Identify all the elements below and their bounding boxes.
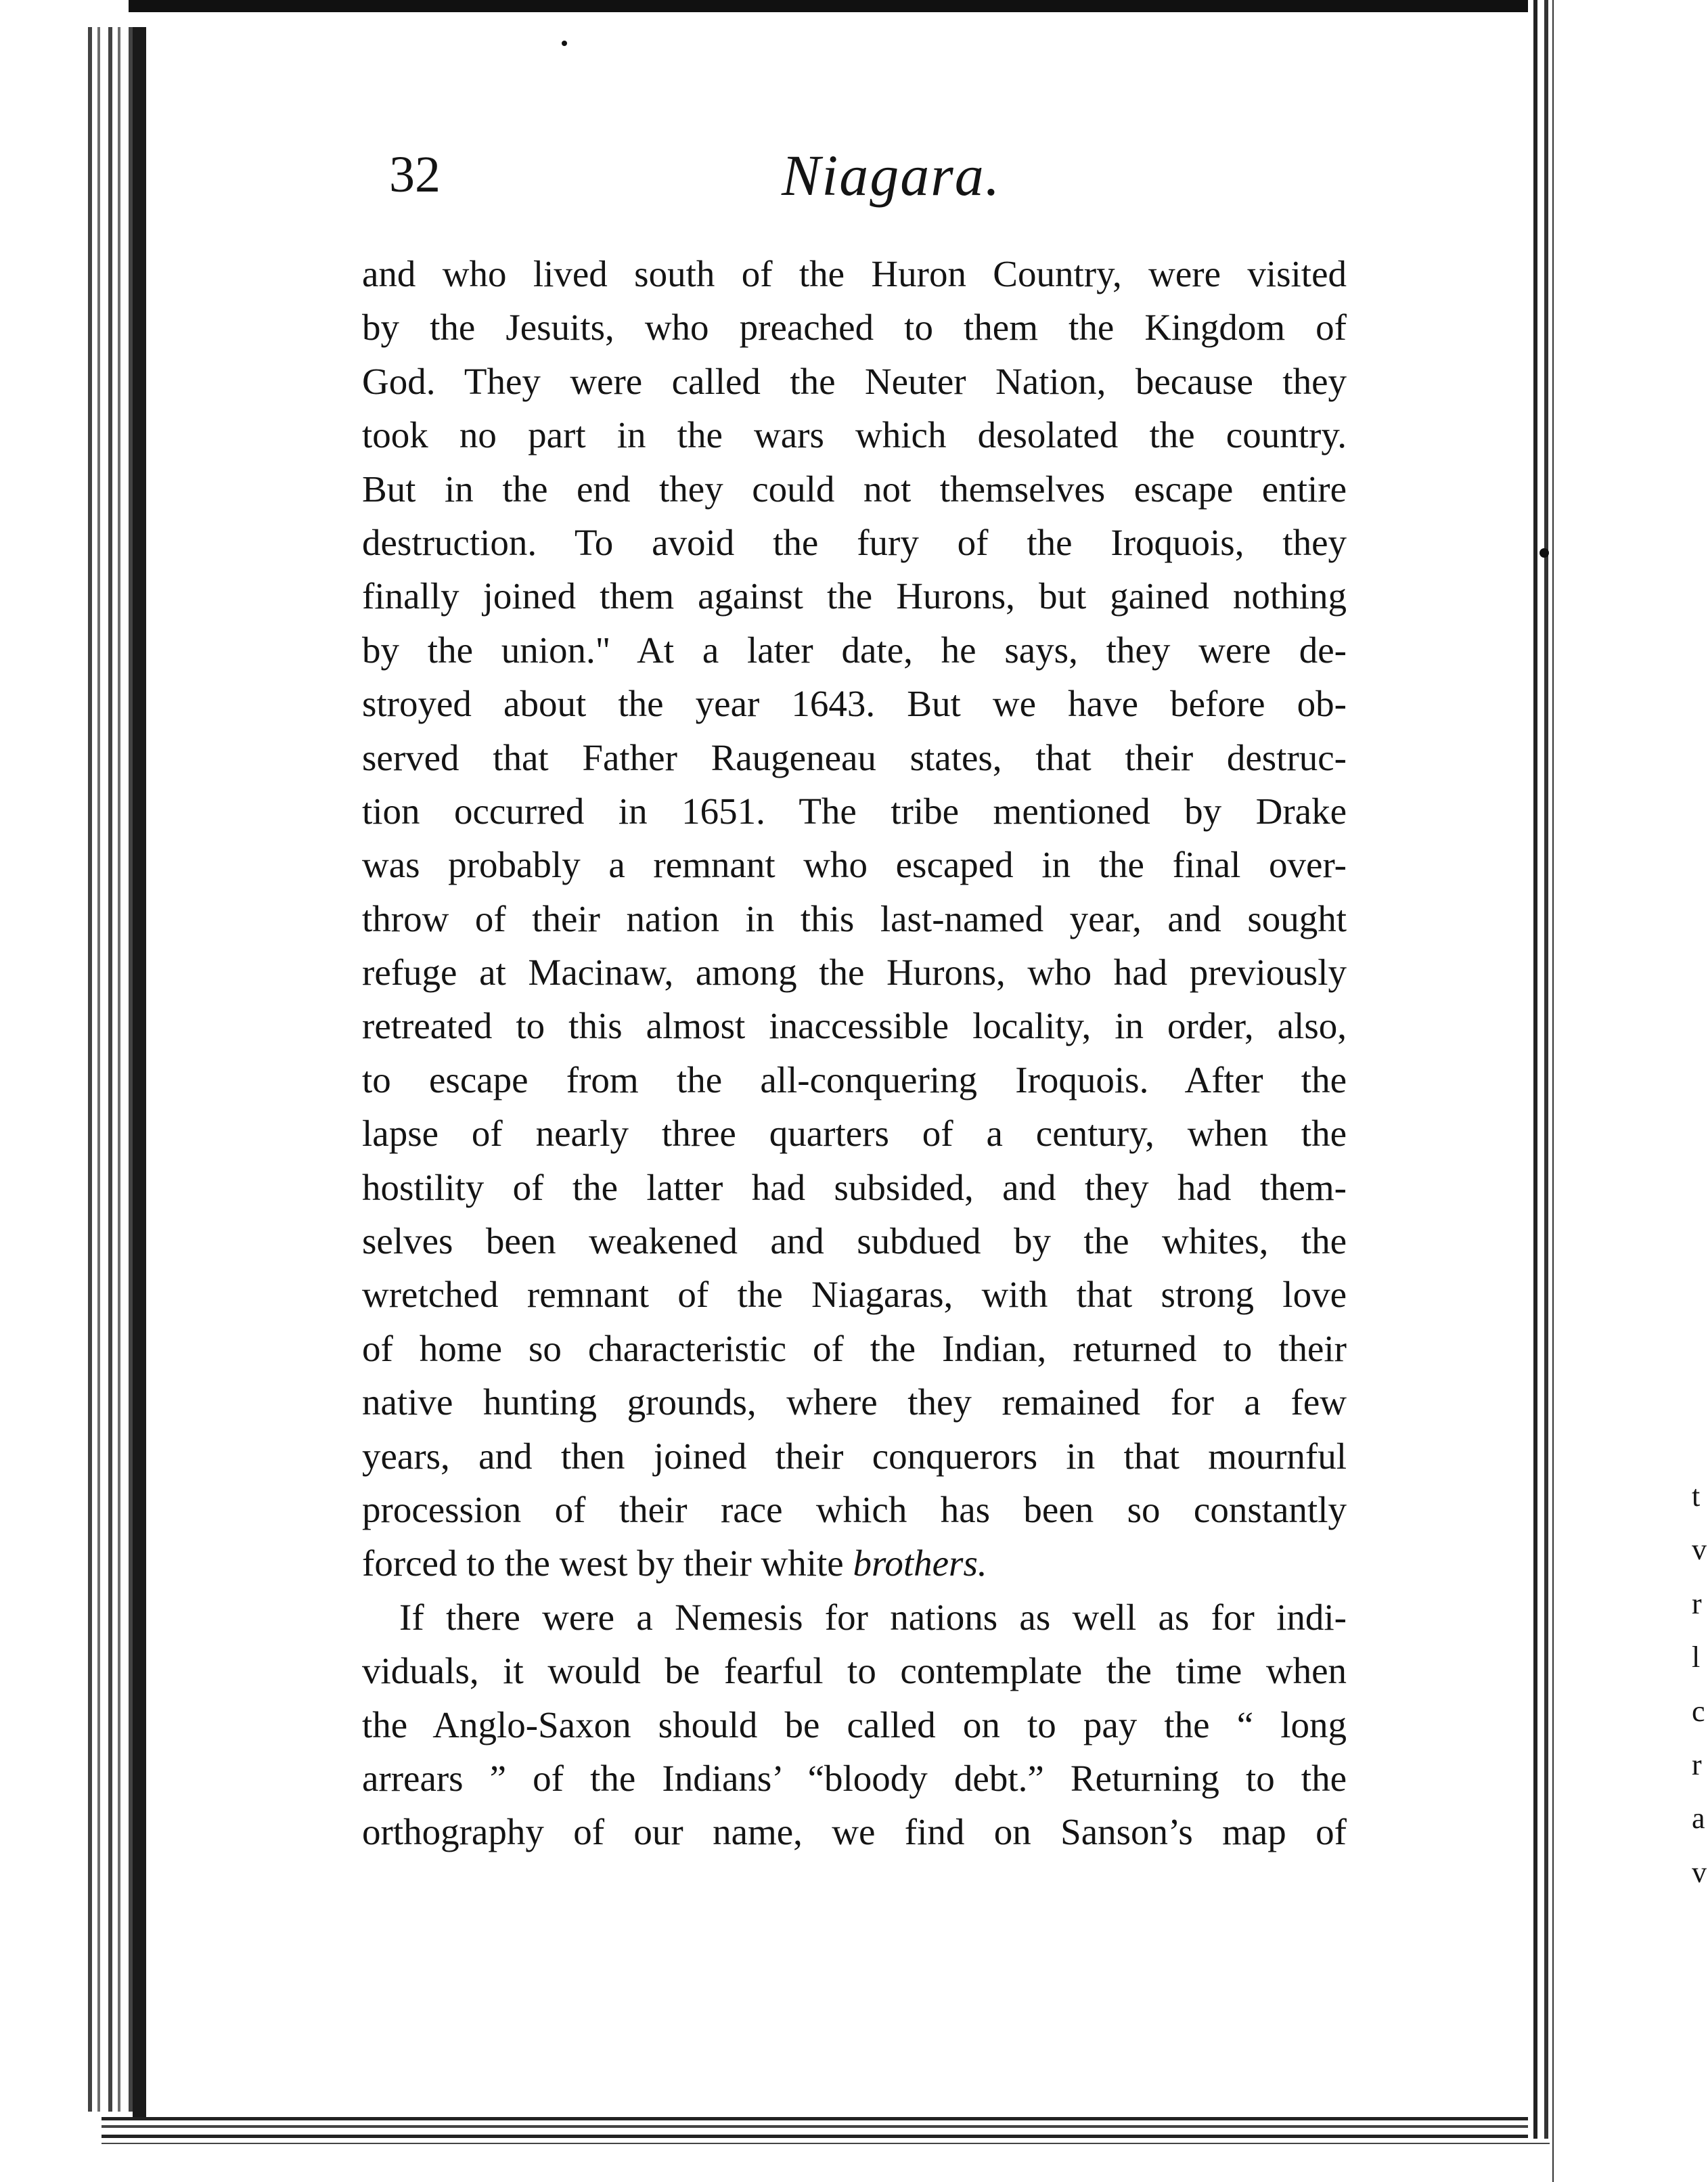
text-line: hostility of the latter had subsided, and they had them- bbox=[362, 1166, 1347, 1208]
adjacent-page-letters bbox=[1692, 1469, 1708, 1898]
body-text bbox=[362, 247, 1347, 1859]
text-line: viduals, it would be fearful to contemplate the time when bbox=[362, 1650, 1347, 1692]
page-title: Niagara. bbox=[782, 143, 1002, 208]
text-line: If there were a Nemesis for nations as well as for indi- bbox=[399, 1596, 1347, 1638]
text-line: by the Jesuits, who preached to them the Kingdom of bbox=[362, 307, 1347, 349]
text-line: throw of their nation in this last-named year, and sought bbox=[362, 897, 1347, 939]
adjacent-letter: v bbox=[1692, 1855, 1707, 1889]
text-line: native hunting grounds, where they remained for a few bbox=[362, 1381, 1347, 1423]
adjacent-letter: l bbox=[1692, 1641, 1701, 1674]
text-line: of home so characteristic of the Indian, returned to their bbox=[362, 1327, 1347, 1369]
page-number: 32 bbox=[389, 146, 441, 203]
text-line: and who lived south of the Huron Country, were visited bbox=[362, 253, 1347, 294]
text-plain: forced to the west by their white bbox=[362, 1542, 853, 1584]
book-spine bbox=[1528, 0, 1552, 2139]
text-line: years, and then joined their conquerors in that mournful bbox=[362, 1435, 1347, 1477]
text-line: took no part in the wars which desolated the country. bbox=[362, 414, 1347, 456]
text-line: served that Father Raugeneau states, that their destruc- bbox=[362, 736, 1347, 778]
scan-speck bbox=[562, 41, 567, 46]
text-line: by the union." At a later date, he says, they were de- bbox=[362, 629, 1347, 671]
text-line: refuge at Macinaw, among the Hurons, who had previously bbox=[362, 952, 1347, 994]
adjacent-letter: r bbox=[1692, 1586, 1702, 1620]
text-line: selves been weakened and subdued by the whites, the bbox=[362, 1220, 1347, 1262]
adjacent-letter: a bbox=[1692, 1802, 1705, 1835]
scan-top-edge bbox=[129, 0, 1550, 12]
paragraph bbox=[362, 247, 1347, 1590]
text-line: lapse of nearly three quarters of a century, when the bbox=[362, 1113, 1347, 1155]
paragraph bbox=[362, 1590, 1347, 1859]
adjacent-letter: t bbox=[1692, 1479, 1701, 1513]
text-line: tion occurred in 1651. The tribe mentioned by Drake bbox=[362, 790, 1347, 832]
spine-mark bbox=[1540, 548, 1549, 558]
scan-bottom-edge bbox=[102, 2117, 1550, 2144]
adjacent-letter: v bbox=[1692, 1533, 1707, 1567]
adjacent-page bbox=[1552, 0, 1708, 2182]
text-line-last bbox=[362, 1536, 1347, 1590]
running-head bbox=[389, 143, 1343, 220]
text-line: stroyed about the year 1643. But we have before ob- bbox=[362, 683, 1347, 725]
text-line: orthography of our name, we find on Sanson’s map of bbox=[362, 1811, 1347, 1853]
text-line: God. They were called the Neuter Nation, because they bbox=[362, 360, 1347, 402]
text-line: arrears ” of the Indians’ “bloody debt.” Returning to the bbox=[362, 1757, 1347, 1799]
text-line: finally joined them against the Hurons, but gained nothing bbox=[362, 575, 1347, 617]
text-line: the Anglo-Saxon should be called on to pay the “ long bbox=[362, 1704, 1347, 1745]
scan-left-page-edge bbox=[133, 27, 146, 2132]
adjacent-letter: c bbox=[1692, 1694, 1705, 1728]
text-line: procession of their race which has been so constantly bbox=[362, 1488, 1347, 1530]
italic-word: brothers. bbox=[853, 1542, 987, 1584]
text-line: was probably a remnant who escaped in the final over- bbox=[362, 844, 1347, 886]
text-line: wretched remnant of the Niagaras, with that strong love bbox=[362, 1274, 1347, 1316]
text-line: to escape from the all-conquering Iroquois. After the bbox=[362, 1059, 1347, 1100]
text-line: destruction. To avoid the fury of the Iroquois, they bbox=[362, 521, 1347, 563]
text-line: But in the end they could not themselves escape entire bbox=[362, 468, 1347, 510]
text-line: retreated to this almost inaccessible locality, in order, also, bbox=[362, 1005, 1347, 1047]
adjacent-letter: r bbox=[1692, 1747, 1702, 1781]
